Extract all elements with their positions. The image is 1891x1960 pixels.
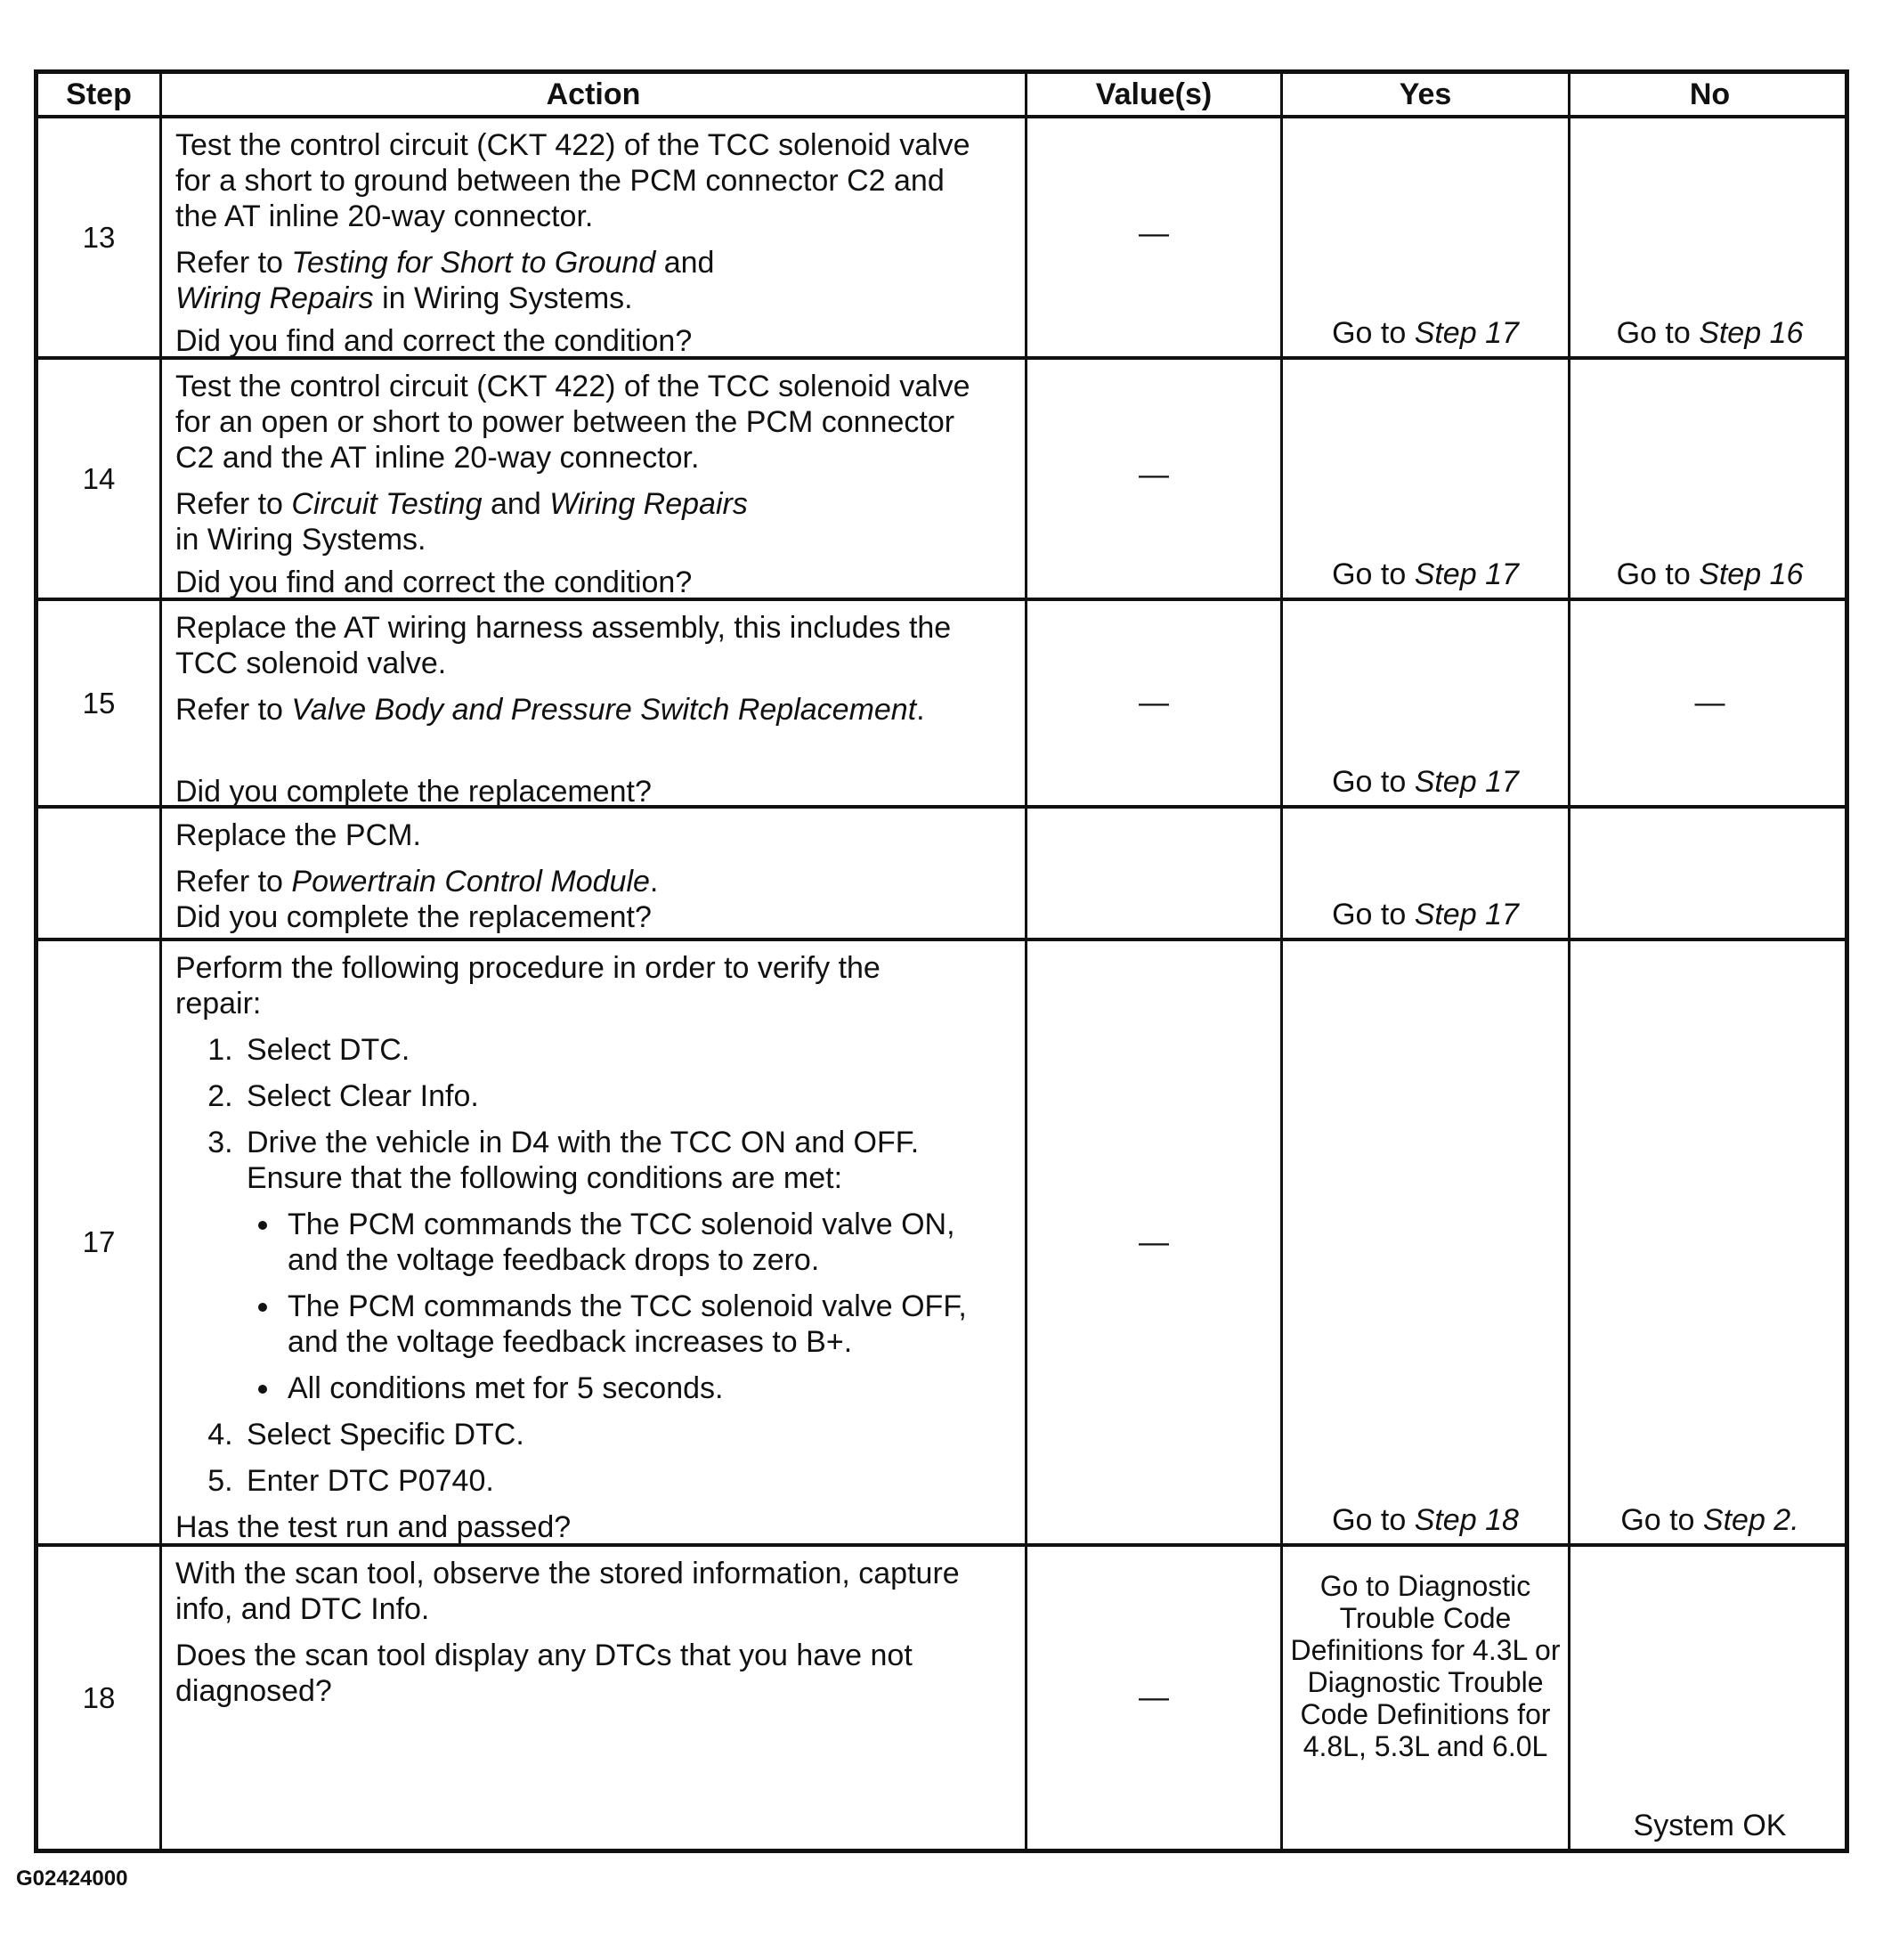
value-cell: — <box>1139 216 1169 250</box>
step-number: 17 <box>82 1225 116 1258</box>
value-cell <box>1027 809 1280 938</box>
procedure-list <box>175 1032 1012 1499</box>
yes-goto[interactable]: Go to Step 17 <box>1332 765 1519 799</box>
action-text: Test the control circuit (CKT 422) of the TCC solenoid valve for an open or short to power between the PCM connector C2 and the AT inline 20-way connector. <box>175 370 970 475</box>
condition-item: • The PCM commands the TCC solenoid valve ON, and the voltage feedback drops to zero. <box>282 1207 986 1278</box>
yes-goto-dtc-definitions[interactable]: Go to Diagnostic Trouble Code Definitions for 4.3L or Diagnostic Trouble Code Definitions for 4.8L, 5.3L and 6.0L <box>1290 1570 1561 1762</box>
yes-cell <box>1283 360 1568 598</box>
table-header-row <box>38 74 1845 118</box>
table-row-step-17 <box>38 941 1845 1547</box>
step-number <box>38 809 159 938</box>
yes-goto[interactable]: Go to Step 17 <box>1332 557 1519 591</box>
procedure-step: 2. Select Clear Info. <box>241 1078 1012 1114</box>
procedure-step: 4. Select Specific DTC. <box>241 1417 1012 1452</box>
refer-line: Refer to Circuit Testing and Wiring Repairs in Wiring Systems. <box>175 487 748 557</box>
procedure-step: 1. Select DTC. <box>241 1032 1012 1068</box>
no-cell <box>1570 941 1849 1543</box>
value-cell: — <box>1139 458 1169 492</box>
no-value-cell: — <box>1694 686 1725 720</box>
refer-link-wiring-repairs[interactable]: Wiring Repairs <box>175 281 374 315</box>
no-cell <box>1570 118 1849 356</box>
no-cell <box>1570 1547 1849 1849</box>
value-cell: — <box>1139 1224 1169 1259</box>
step-number: 14 <box>82 461 116 495</box>
yes-cell <box>1283 1547 1568 1849</box>
value-cell: — <box>1139 1680 1169 1714</box>
no-cell <box>1570 360 1849 598</box>
header-values: Value(s) <box>1095 77 1213 111</box>
yes-cell <box>1283 601 1568 805</box>
condition-item: • All conditions met for 5 seconds. <box>282 1370 986 1406</box>
table-row-step-16 <box>38 809 1845 941</box>
question: Has the test run and passed? <box>175 1510 572 1544</box>
table-row-step-13 <box>38 118 1845 360</box>
yes-goto[interactable]: Go to Step 18 <box>1332 1503 1519 1537</box>
procedure-step: 5. Enter DTC P0740. <box>241 1463 1012 1499</box>
yes-goto[interactable]: Go to Step 17 <box>1332 898 1519 931</box>
refer-line: Refer to Testing for Short to Ground and Wiring Repairs in Wiring Systems. <box>175 246 715 315</box>
action-cell <box>162 1547 1025 1849</box>
action-text: Replace the PCM. <box>175 818 421 852</box>
yes-cell <box>1283 941 1568 1543</box>
refer-link-wiring-repairs[interactable]: Wiring Repairs <box>549 487 748 521</box>
step-number: 13 <box>82 220 116 254</box>
refer-link-valve-body[interactable]: Valve Body and Pressure Switch Replacement <box>291 693 917 727</box>
refer-line: Refer to Powertrain Control Module. <box>175 865 659 899</box>
step-number: 18 <box>82 1680 116 1714</box>
header-no: No <box>1689 77 1731 111</box>
step-number: 15 <box>82 686 116 720</box>
column-divider <box>1025 74 1027 1849</box>
value-cell: — <box>1139 686 1169 720</box>
question: Did you complete the replacement? <box>175 900 652 934</box>
action-cell <box>162 360 1025 598</box>
no-cell <box>1570 809 1849 938</box>
no-goto[interactable]: Go to Step 16 <box>1616 557 1804 591</box>
refer-line: Refer to Valve Body and Pressure Switch Replacement. <box>175 693 925 727</box>
action-text: Replace the AT wiring harness assembly, this includes the TCC solenoid valve. <box>175 611 952 680</box>
header-step: Step <box>66 77 132 111</box>
question: Did you complete the replacement? <box>175 775 652 809</box>
refer-link-pcm[interactable]: Powertrain Control Module <box>291 865 650 899</box>
header-action: Action <box>546 77 641 111</box>
no-goto[interactable]: Go to Step 2. <box>1620 1503 1799 1537</box>
table-row-step-18 <box>38 1547 1845 1849</box>
no-goto[interactable]: Go to Step 16 <box>1616 316 1804 350</box>
procedure-step: 3. Drive the vehicle in D4 with the TCC ON and OFF. Ensure that the following conditions are met: • The PCM commands the TCC solenoid valve ON, and the voltage feedback drops to zero. • The PCM commands the TCC solenoid valve OFF, and the voltage feedback increases to B+. • All conditions met for 5 seconds. <box>241 1125 986 1406</box>
no-result: System OK <box>1633 1809 1787 1842</box>
action-cell <box>162 941 1025 1543</box>
action-text: Perform the following procedure in order to verify the repair: <box>175 951 881 1021</box>
question: Does the scan tool display any DTCs that you have not diagnosed? <box>175 1639 913 1708</box>
condition-list <box>247 1207 986 1406</box>
yes-cell <box>1283 118 1568 356</box>
column-divider <box>1568 74 1570 1849</box>
column-divider <box>1280 74 1283 1849</box>
action-cell <box>162 118 1025 356</box>
table-row-step-15 <box>38 601 1845 809</box>
column-divider <box>159 74 162 1849</box>
refer-link-circuit-testing[interactable]: Circuit Testing <box>291 487 483 521</box>
diagnostic-table <box>34 69 1849 1853</box>
header-yes: Yes <box>1399 77 1452 111</box>
question: Did you find and correct the condition? <box>175 324 693 358</box>
yes-goto[interactable]: Go to Step 17 <box>1332 316 1519 350</box>
condition-item: • The PCM commands the TCC solenoid valve OFF, and the voltage feedback increases to B+. <box>282 1289 986 1360</box>
action-cell <box>162 601 1025 809</box>
refer-link-short-to-ground[interactable]: Testing for Short to Ground <box>291 246 656 280</box>
action-text: Test the control circuit (CKT 422) of the TCC solenoid valve for a short to ground between the PCM connector C2 and the AT inline 20-way connector. <box>175 128 970 233</box>
action-cell <box>162 809 1025 938</box>
table-row-step-14 <box>38 360 1845 601</box>
action-text: With the scan tool, observe the stored information, capture info, and DTC Info. <box>175 1557 960 1626</box>
yes-cell <box>1283 809 1568 938</box>
question: Did you find and correct the condition? <box>175 565 693 599</box>
figure-code: G02424000 <box>16 1866 128 1891</box>
